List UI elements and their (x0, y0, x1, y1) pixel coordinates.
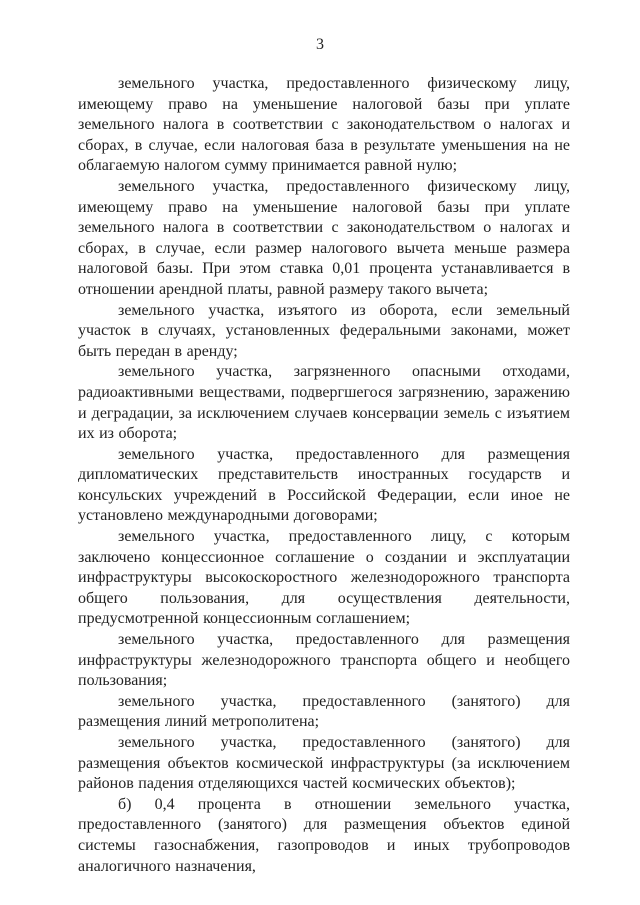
paragraph-4: земельного участка, загрязненного опасными отходами, радиоактивными веществами, подвергшегося загрязнению, заражению и деградации, за исключением случаев консервации земель с изъятием их из оборота; (78, 363, 570, 443)
paragraph-6: земельного участка, предоставленного лицу, с которым заключено концессионное соглашение о создании и эксплуатации инфраструктуры высокоскоростного железнодорожного транспорта общего пользования, для осуществления деятельности, предусмотренной концессионным соглашением; (78, 528, 570, 628)
paragraph-10: б) 0,4 процента в отношении земельного участка, предоставленного (занятого) для размещения объектов единой системы газоснабжения, газопроводов и иных трубопроводов аналогичного назначения, (78, 795, 570, 875)
paragraph-1: земельного участка, предоставленного физическому лицу, имеющему право на уменьшение налоговой базы при уплате земельного налога в соответствии с законодательством о налогах и сборах, в случае, если налоговая база в результате уменьшения на не облагаемую налогом сумму принимается равной нулю; (78, 75, 570, 175)
paragraph-2: земельного участка, предоставленного физическому лицу, имеющему право на уменьшение налоговой базы при уплате земельного налога в соответствии с законодательством о налогах и сборах, в случае, если размер налогового вычета меньше размера налоговой базы. При этом ставка 0,01 процента устанавливается в отношении арендной платы, равной размеру такого вычета; (78, 177, 570, 298)
page-number: 3 (316, 36, 324, 53)
paragraph-3: земельного участка, изъятого из оборота, если земельный участок в случаях, установленных федеральными законами, может быть передан в аренду; (78, 301, 570, 360)
paragraph-8: земельного участка, предоставленного (занятого) для размещения линий метрополитена; (78, 692, 570, 731)
paragraph-9: земельного участка, предоставленного (занятого) для размещения объектов космической инфраструктуры (за исключением районов падения отделяющихся частей космических объектов); (78, 734, 570, 793)
document-body (78, 74, 570, 877)
paragraph-5: земельного участка, предоставленного для размещения дипломатических представительств иностранных государств и консульских учреждений в Российской Федерации, если иное не установлено международными договорами; (78, 445, 570, 525)
paragraph-7: земельного участка, предоставленного для размещения инфраструктуры железнодорожного транспорта общего и необщего пользования; (78, 631, 570, 690)
